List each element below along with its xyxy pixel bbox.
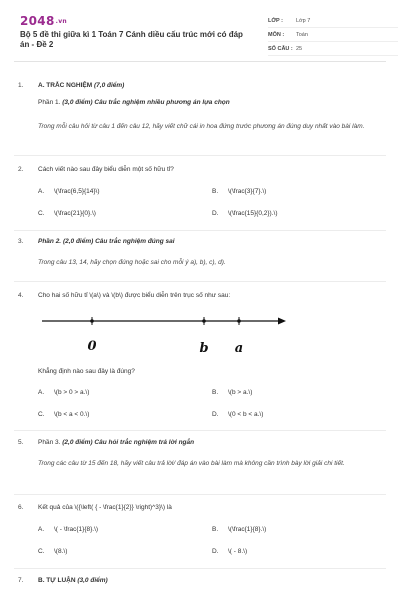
- part-label: Phần 1.: [38, 99, 61, 106]
- page-header: [14, 0, 386, 62]
- divider: [14, 494, 386, 495]
- divider: [14, 281, 386, 282]
- option-a[interactable]: A. \(\frac{6,5}{14}\): [38, 188, 100, 195]
- option-d[interactable]: D. \( - 8.\): [212, 548, 248, 555]
- option-c[interactable]: C. \(b < a < 0.\): [38, 411, 90, 418]
- option-c[interactable]: C. \(\frac{21}{0}.\): [38, 210, 96, 217]
- question-text: Kết quả của \({\left( { - \frac{1}{2}} \right)^3}\) là: [38, 504, 172, 511]
- option-d[interactable]: D. \(0 < b < a.\): [212, 411, 264, 418]
- label-zero: 0: [87, 339, 97, 354]
- part-label: Phần 3.: [38, 439, 61, 446]
- part-title: Câu trắc nghiệm đúng sai: [95, 238, 175, 245]
- option-a[interactable]: A. \(b > 0 > a.\): [38, 389, 90, 396]
- part-label: Phần 2.: [38, 238, 62, 245]
- document-meta: [268, 14, 398, 56]
- meta-grade: LỚP : Lớp 7: [268, 14, 398, 28]
- divider: [14, 430, 386, 431]
- option-c[interactable]: C. \(8.\): [38, 548, 68, 555]
- part-title: Câu hỏi trắc nghiệm trả lời ngắn: [94, 439, 195, 446]
- option-b[interactable]: B. \(\frac{1}{8}.\): [212, 526, 267, 533]
- section-score: (3,0 điểm): [77, 577, 108, 584]
- option-a[interactable]: A. \( - \frac{1}{8}.\): [38, 526, 99, 533]
- section-title: B. TỰ LUẬN: [38, 577, 76, 584]
- question-text: Cách viết nào sau đây biểu diễn một số hữu tỉ?: [38, 166, 174, 173]
- option-b[interactable]: B. \(b > a.\): [212, 389, 253, 396]
- option-b[interactable]: B. \(\frac{3}{7}.\): [212, 188, 267, 195]
- section-title: A. TRẮC NGHIỆM: [38, 82, 93, 89]
- divider: [14, 568, 386, 569]
- label-a: a: [234, 341, 244, 356]
- document-title: Bộ 5 đề thi giữa kì 1 Toán 7 Cánh diều cấu trúc mới có đáp án - Đề 2: [20, 30, 243, 49]
- divider: [14, 230, 386, 231]
- meta-question-count: SỐ CÂU : 25: [268, 42, 398, 56]
- axis-arrow-icon: [278, 318, 286, 325]
- point-zero: [90, 319, 94, 323]
- point-a: [237, 319, 241, 323]
- document-page: 2048.vn Bộ 5 đề thi giữa kì 1 Toán 7 Cánh diều cấu trúc mới có đáp án - Đề 2 LỚP : Lớp 7 MÔN : Toán SỐ CÂU : 25 1. A. TRẮC NGHIỆM (7,0 điểm) Phần 1. (3,0 điểm) Câu trắc nghiệm nhiều phương án lựa chọn Trong mỗi câu hỏi từ câu 1 đến câu 12, hãy viết chữ cái in hoa đứng trước phương án đúng duy nhất vào bài làm. 2. Cách viết nào sau đây biểu diễn một số hữu tỉ? A. \(\frac{6,5}{14}\) B. \(\frac{3}{7}.\) C. \(\frac{21}{0}.\) D. \(\frac{15}{0,2}).\) 3. Phần 2. (2,0 điểm) Câu trắc nghiệm đúng sai Trong câu 13, 14, hãy chọn đúng hoặc sai cho mỗi ý a), b), c), d). 4. Cho hai số hữu tỉ \(a\) và \(b\) được biểu diễn trên trục số như sau: 0 b a Khẳng định nào sau đây là đúng? A. \(b > 0 > a.\) B. \(b > a.\) C. \(b < a < 0.\) D. \(0 < b < a.\) 5. Phần 3. (2,0 điểm) Câu hỏi trắc nghiệm trả lời ngắn Trong các câu từ 15 đến 18, hãy viết câu trả lời/ đáp án vào bài làm mà không cần trình bày lời giải chi tiết. 6. Kết quả của \({\left( { - \frac{1}{2}} \right)^3}\) là A. \( - \frac{1}{8}.\) B. \(\frac{1}{8}.\) C. \(8.\) D. \( - 8.\) 7. B. TỰ LUẬN (3,0 điểm): [0, 0, 400, 600]
- question-4-prompt: Khẳng định nào sau đây là đúng?: [38, 368, 135, 375]
- part-2-instruction: Trong câu 13, 14, hãy chọn đúng hoặc sai cho mỗi ý a), b), c), d).: [38, 259, 226, 266]
- label-b: b: [199, 341, 209, 356]
- number-line-figure: [38, 306, 288, 362]
- site-logo[interactable]: 2048.vn: [20, 14, 67, 28]
- option-d[interactable]: D. \(\frac{15}{0,2}).\): [212, 210, 278, 217]
- question-text: Cho hai số hữu tỉ \(a\) và \(b\) được biểu diễn trên trục số như sau:: [38, 292, 231, 299]
- question-number: 1.: [18, 82, 24, 89]
- part-title: Câu trắc nghiệm nhiều phương án lựa chọn: [94, 99, 230, 106]
- meta-subject: MÔN : Toán: [268, 28, 398, 42]
- part-3-instruction: Trong các câu từ 15 đến 18, hãy viết câu trả lời/ đáp án vào bài làm mà không cần trình bày lời giải chi tiết.: [38, 460, 345, 467]
- section-score: (7,0 điểm): [93, 82, 125, 89]
- divider: [14, 155, 386, 156]
- point-b: [202, 319, 206, 323]
- part-1-instruction: Trong mỗi câu hỏi từ câu 1 đến câu 12, hãy viết chữ cái in hoa đứng trước phương án đúng duy nhất vào bài làm.: [38, 123, 365, 130]
